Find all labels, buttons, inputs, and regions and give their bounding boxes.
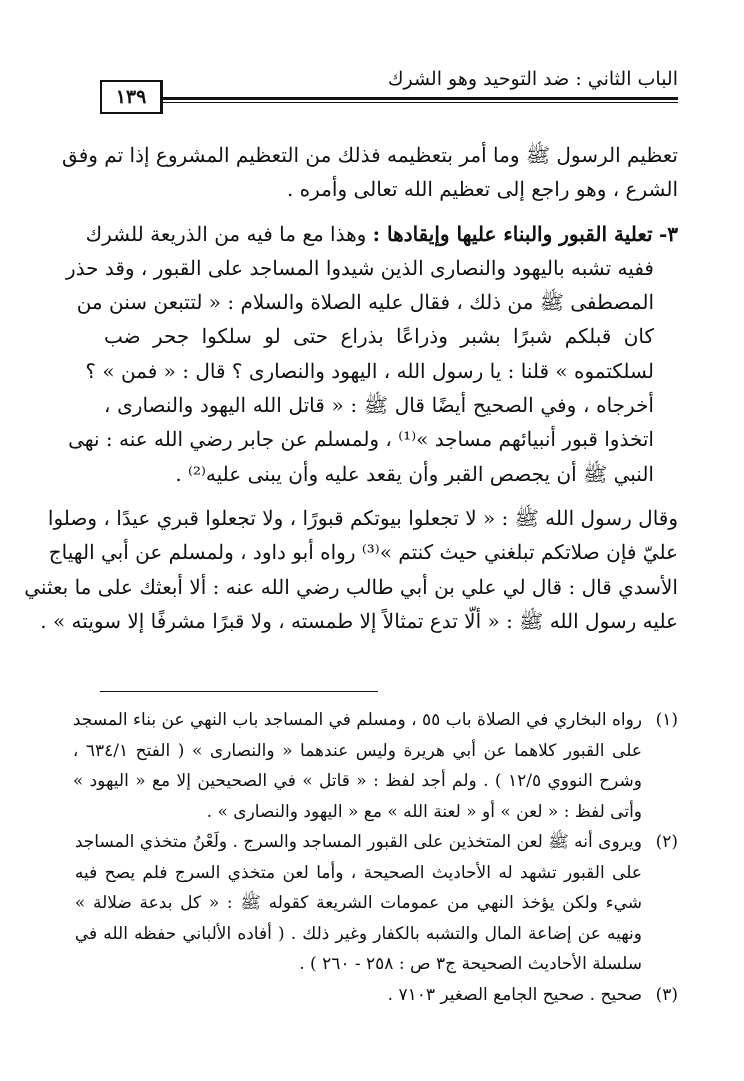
text-line: عليه رسول الله ﷺ : « ألّا تدع تمثالاً إلا طمسته ، ولا قبرًا مشرفًا إلا سويته » . (40, 608, 678, 633)
text-line: الأسدي قال : قال لي علي بن أبي طالب رضي الله عنه : ألا أبعثك على ما بعثني (24, 574, 678, 599)
text-line: النبي ﷺ أن يجصص القبر وأن يقعد عليه وأن يبنى عليه⁽²⁾ . (175, 461, 654, 486)
footnote-number: (١) (655, 710, 678, 730)
footnote-line: وشرح النووي ١٢/٥ ) . ولم أجد لفظ : « قاتل » في الصحيحين إلا مع « اليهود » (72, 771, 642, 791)
text-line: تعظيم الرسول ﷺ وما أمر بتعظيمه فذلك من التعظيم المشروع إذا تم وفق (62, 143, 678, 167)
footnote-1 (72, 705, 678, 827)
text-line: لسلكتموه » قلنا : يا رسول الله ، اليهود والنصارى ؟ قال : « فمن » ؟ (85, 358, 654, 383)
footnote-separator (100, 691, 378, 692)
footnote-3 (104, 980, 678, 1011)
item-3-text: وهذا مع ما فيه من الذريعة للشرك (85, 221, 367, 246)
text-line: المصطفى ﷺ من ذلك ، فقال عليه الصلاة والسلام : « لتتبعن سنن من (76, 290, 654, 315)
text-line: عليّ فإن صلاتكم تبلغني حيث كنتم »⁽³⁾ رواه أبو داود ، ولمسلم عن أبي الهياج (48, 540, 678, 565)
footnote-line: وأتى لفظ : « لعن » أو « لعنة الله » مع « اليهود والنصارى » . (206, 801, 642, 822)
text-line: الشرع ، وهو راجع إلى تعظيم الله تعالى وأمره . (286, 177, 678, 202)
item-3-number: ٣- (658, 221, 678, 246)
footnote-line: ويروى أنه ﷺ لعن المتخذين على القبور المساجد والسرج . ولَعْنُ متخذي المساجد (74, 832, 642, 852)
footnote-line: شيء ولكن يؤخذ النهي من عمومات الشريعة كقوله ﷺ : « كل بدعة ضلالة » (74, 893, 642, 913)
footnote-line: سلسلة الأحاديث الصحيحة ج٣ ص : ٢٥٨ - ٢٦٠ ) . (299, 954, 642, 974)
header-rule-thin (162, 102, 678, 103)
item-3-line (85, 217, 678, 251)
footnote-2 (74, 827, 678, 980)
footnote-line: صحيح . صحيح الجامع الصغير ٧١٠٣ . (387, 984, 642, 1005)
text-line: ففيه تشبه باليهود والنصارى الذين شيدوا المساجد على القبور ، وقد حذر (65, 255, 654, 280)
footnote-line: ونهيه عن إضاعة المال والتشبه بالكفار وغير ذلك . ( أفاده الألباني حفظه الله في (74, 923, 642, 944)
text-line: كان قبلكم شبرًا بشبر وذراعًا بذراع حتى لو سلكوا جحر ضب (104, 324, 654, 349)
footnote-line: رواه البخاري في الصلاة باب ٥٥ ، ومسلم في المساجد باب النهي عن بناء المسجد (72, 710, 642, 730)
main-text (24, 138, 678, 638)
footnotes (72, 705, 678, 1010)
text-line: اتخذوا قبور أنبيائهم مساجد »⁽¹⁾ ، ولمسلم عن جابر رضي الله عنه : نهى (68, 427, 654, 452)
text-line: أخرجاه ، وفي الصحيح أيضًا قال ﷺ : « قاتل الله اليهود والنصارى ، (104, 393, 654, 418)
footnote-number: (٣) (655, 984, 678, 1005)
chapter-title: الباب الثاني : ضد التوحيد وهو الشرك (387, 68, 678, 90)
footnote-number: (٢) (655, 832, 678, 852)
running-header (100, 60, 678, 110)
text-line: وقال رسول الله ﷺ : « لا تجعلوا بيوتكم قبورًا ، ولا تجعلوا قبري عيدًا ، وصلوا (47, 505, 678, 530)
footnote-line: على القبور تشهد له الأحاديث الصحيحة ، وأما لعن متخذي السرج فلم يصح فيه (74, 862, 642, 883)
page-number: ١٣٩ (100, 80, 163, 114)
item-3-heading: تعلية القبور والبناء عليها وإيقادها : (372, 221, 653, 246)
header-rule (162, 97, 678, 100)
footnote-line: على القبور كلاهما عن أبي هريرة وليس عندهما « والنصارى » ( الفتح ٦٣٤/١ ، (72, 740, 642, 761)
